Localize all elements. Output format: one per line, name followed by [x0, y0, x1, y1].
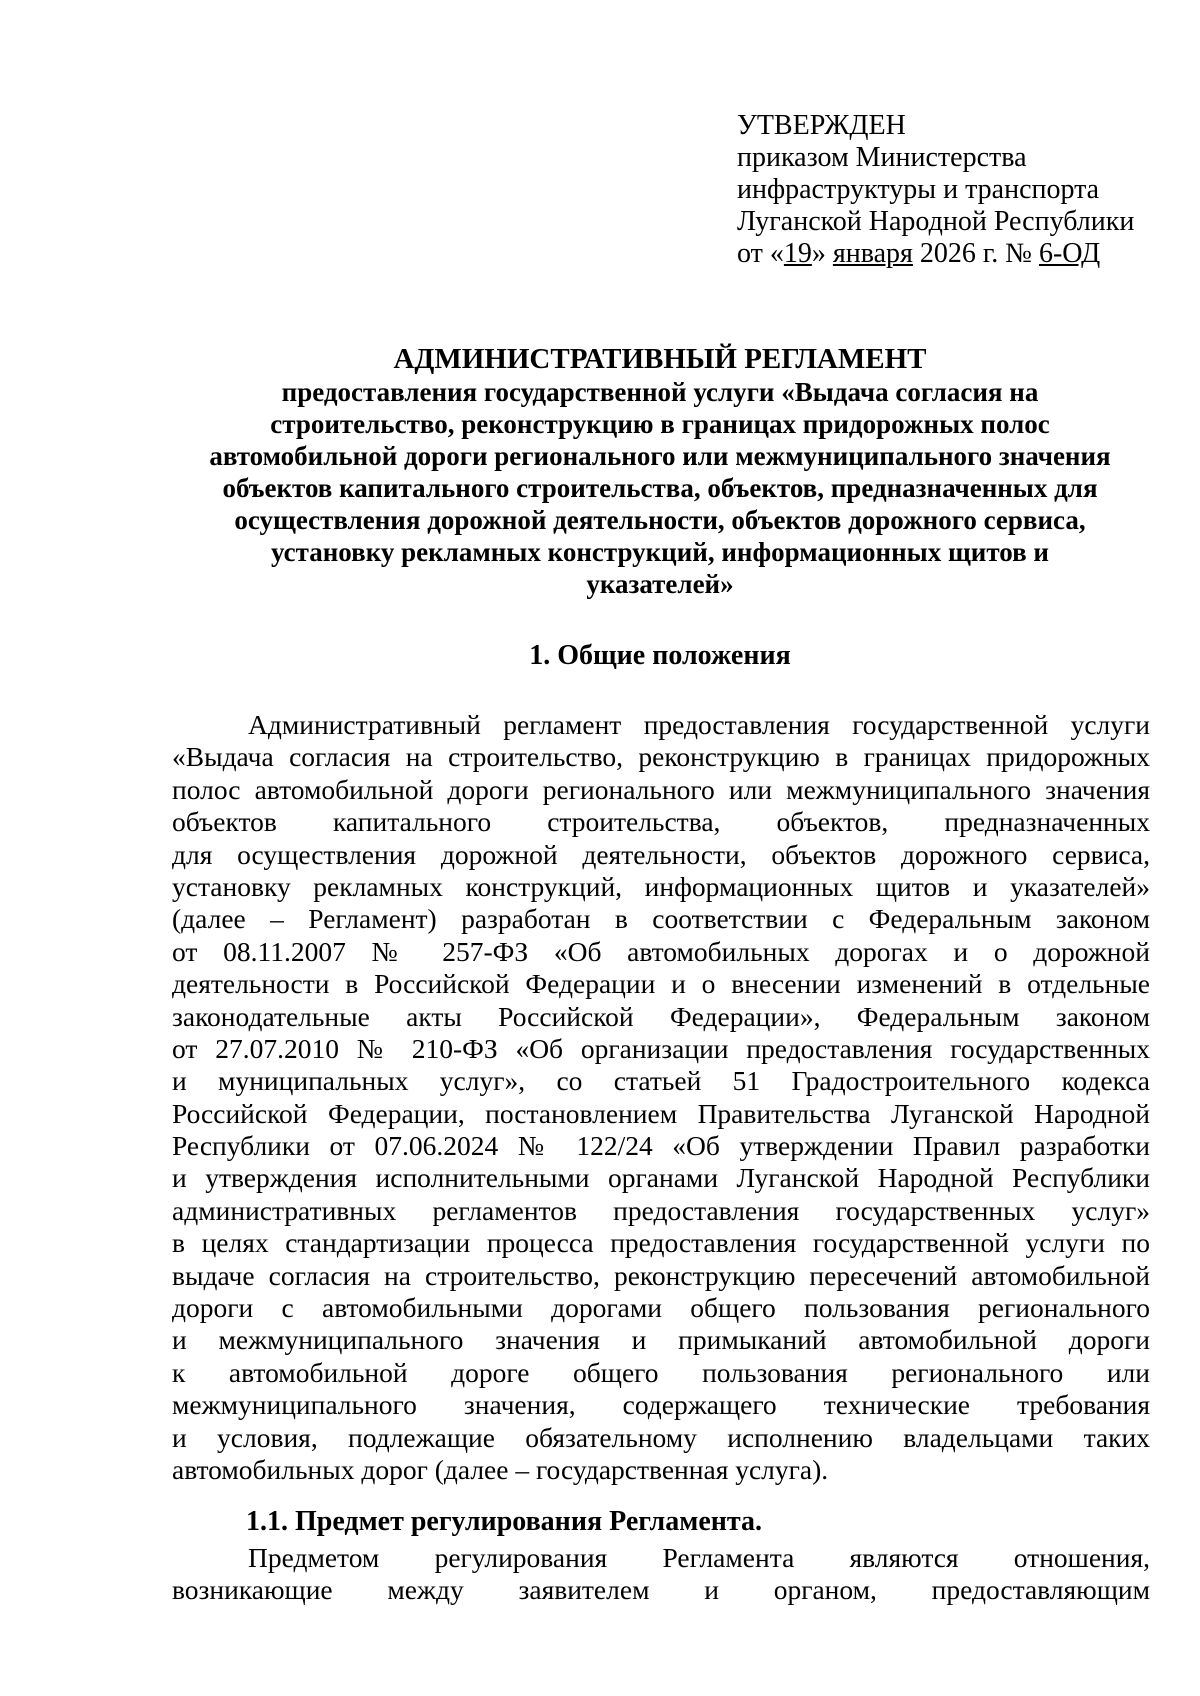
approval-line-3: Луганской Народной Республики — [737, 206, 1135, 237]
paragraph-line: к автомобильной дороге общего пользования регионального или — [172, 1356, 1150, 1388]
paragraph-line: и межмуниципального значения и примыканий автомобильной дороги — [172, 1324, 1150, 1356]
approval-stamp-block — [737, 110, 1134, 270]
paragraph-line: Российской Федерации, постановлением Правительства Луганской Народной — [172, 1097, 1150, 1129]
date-sep-2: 2026 г. № — [912, 238, 1039, 269]
title-line: указателей» — [586, 569, 734, 599]
paragraph-line: деятельности в Российской Федерации и о внесении изменений в отдельные — [172, 968, 1150, 1000]
paragraph-line: и утверждения исполнительными органами Луганской Народной Республики — [172, 1162, 1150, 1194]
date-sep-1: » — [811, 238, 833, 269]
paragraph-line: Предметом регулирования Регламента являются отношения, — [248, 1542, 1150, 1573]
title-line: объектов капитального строительства, объектов, предназначенных для — [222, 473, 1098, 503]
date-day: 19 — [783, 238, 812, 269]
document-title: АДМИНИСТРАТИВНЫЙ РЕГЛАМЕНТ — [393, 343, 927, 375]
section-heading: 1. Общие положения — [529, 640, 791, 671]
approval-heading: УТВЕРЖДЕН — [737, 110, 906, 141]
paragraph-line: для осуществления дорожной деятельности, объектов дорожного сервиса, — [172, 838, 1150, 870]
paragraph-line: от 27.07.2010 № 210-ФЗ «Об организации предоставления государственных — [172, 1032, 1150, 1064]
paragraph-line: законодательные акты Российской Федерации», Федеральным законом — [172, 1000, 1150, 1032]
date-month: января — [832, 238, 913, 269]
order-number: 6-ОД — [1038, 238, 1101, 269]
title-line: осуществления дорожной деятельности, объектов дорожного сервиса, — [234, 505, 1086, 535]
title-line: автомобильной дороги регионального или межмуниципального значения — [209, 441, 1111, 471]
paragraph-line: в целях стандартизации процесса предоставления государственной услуги по — [172, 1227, 1150, 1259]
approval-line-2: инфраструктуры и транспорта — [737, 174, 1100, 205]
date-prefix: от « — [737, 238, 784, 269]
paragraph-line: установку рекламных конструкций, информационных щитов и указателей» — [172, 870, 1150, 902]
paragraph-line: и условия, подлежащие обязательному исполнению владельцами таких — [172, 1421, 1150, 1453]
paragraph-line: полос автомобильной дороги регионального или межмуниципального значения — [172, 773, 1150, 805]
title-line: установку рекламных конструкций, информационных щитов и — [271, 537, 1049, 567]
paragraph-line: «Выдача согласия на строительство, реконструкцию в границах придорожных — [172, 741, 1150, 773]
paragraph-line: межмуниципального значения, содержащего технические требования — [172, 1389, 1150, 1421]
title-line: предоставления государственной услуги «Выдача согласия на — [281, 377, 1039, 407]
document-title-block — [170, 342, 1150, 600]
paragraph-line: административных регламентов предоставления государственных услуг» — [172, 1194, 1150, 1226]
title-line: строительство, реконструкцию в границах придорожных полос — [270, 409, 1050, 439]
subsection-paragraph — [172, 1542, 1150, 1607]
paragraph-line: возникающие между заявителем и органом, предоставляющим — [172, 1574, 1150, 1606]
paragraph-line: от 08.11.2007 № 257-ФЗ «Об автомобильных дорогах и о дорожной — [172, 935, 1150, 967]
paragraph-line: (далее – Регламент) разработан в соответствии с Федеральным законом — [172, 903, 1150, 935]
paragraph-line: дороги с автомобильными дорогами общего пользования регионального — [172, 1292, 1150, 1324]
approval-date-line — [737, 238, 1134, 270]
paragraph-line: Административный регламент предоставления государственной услуги — [248, 709, 1150, 740]
paragraph-line: объектов капитального строительства, объектов, предназначенных — [172, 806, 1150, 838]
approval-line-1: приказом Министерства — [737, 142, 1027, 173]
section-paragraph — [172, 709, 1150, 1486]
subsection-heading: 1.1. Предмет регулирования Регламента. — [246, 1506, 762, 1537]
paragraph-line: и муниципальных услуг», со статьей 51 Градостроительного кодекса — [172, 1065, 1150, 1097]
paragraph-line: выдаче согласия на строительство, реконструкцию пересечений автомобильной — [172, 1259, 1150, 1291]
paragraph-line: автомобильных дорог (далее – государственная услуга). — [172, 1453, 829, 1485]
paragraph-line: Республики от 07.06.2024 № 122/24 «Об утверждении Правил разработки — [172, 1130, 1150, 1162]
